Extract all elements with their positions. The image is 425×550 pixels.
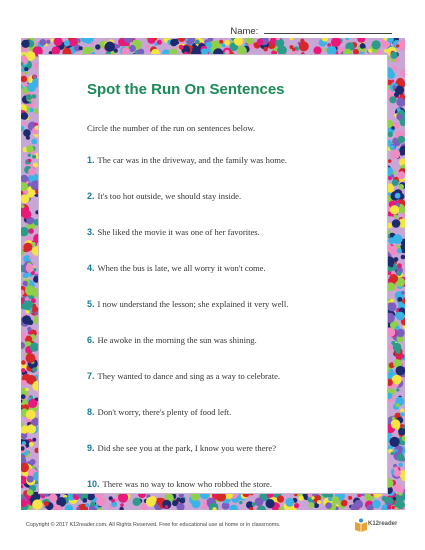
border-dot: [397, 248, 402, 253]
border-dot: [393, 215, 397, 219]
border-dot: [32, 367, 37, 372]
worksheet-title: Spot the Run On Sentences: [87, 81, 285, 98]
border-dot: [257, 39, 260, 42]
border-dot: [263, 47, 268, 52]
border-dot: [332, 496, 339, 503]
sentence-number[interactable]: 2.: [87, 191, 95, 201]
border-dot: [27, 489, 33, 495]
sentence-number[interactable]: 6.: [87, 335, 95, 345]
border-dot: [382, 496, 387, 501]
border-dot: [30, 459, 36, 465]
border-dot: [26, 94, 32, 100]
border-dot: [391, 80, 394, 83]
name-blank-line[interactable]: [264, 24, 392, 34]
border-dot: [400, 424, 404, 428]
border-dot: [28, 301, 33, 306]
border-dot: [133, 40, 136, 43]
border-dot: [29, 256, 32, 259]
border-dot: [120, 503, 124, 507]
border-dot: [393, 343, 402, 352]
border-dot: [396, 312, 405, 321]
border-dot: [224, 40, 230, 46]
border-dot: [28, 159, 32, 163]
border-dot: [396, 114, 402, 120]
border-dot: [21, 40, 29, 48]
border-dot: [389, 96, 396, 103]
border-dot: [90, 502, 95, 507]
decorative-border-frame: [21, 38, 405, 510]
sentence-number[interactable]: 10.: [87, 479, 100, 489]
border-dot: [396, 366, 406, 376]
border-dot: [26, 410, 36, 420]
border-dot: [391, 126, 395, 130]
border-dot: [49, 494, 58, 503]
sentence-text: Don't worry, there's plenty of food left.: [97, 407, 232, 417]
border-dot: [114, 49, 118, 53]
border-dot: [325, 502, 332, 509]
worksheet-content-area: [38, 54, 388, 494]
border-dot: [395, 326, 400, 331]
border-dot: [392, 66, 397, 71]
border-dot: [387, 132, 393, 138]
border-dot: [401, 200, 405, 204]
border-dot: [28, 331, 31, 334]
sentence-item: [87, 335, 257, 345]
border-dot: [157, 40, 162, 45]
border-dot: [118, 493, 128, 503]
border-dot: [396, 388, 399, 391]
border-dot: [165, 505, 169, 509]
border-dot: [24, 83, 28, 87]
border-dot: [285, 498, 294, 507]
border-dot: [21, 112, 28, 119]
border-dot: [133, 498, 141, 506]
name-label: Name:: [230, 26, 261, 37]
border-dot: [395, 288, 398, 291]
sentence-number[interactable]: 7.: [87, 371, 95, 381]
sentence-text: The car was in the driveway, and the family was home.: [97, 155, 287, 165]
border-dot: [400, 412, 404, 416]
border-dot: [390, 437, 400, 447]
border-dot: [64, 40, 70, 46]
border-dot: [32, 438, 36, 442]
border-dot: [27, 476, 34, 483]
border-dot: [397, 136, 405, 144]
border-dot: [21, 205, 25, 209]
border-dot: [32, 155, 36, 159]
border-dot: [21, 380, 27, 386]
border-dot: [145, 45, 149, 49]
sentence-number[interactable]: 9.: [87, 443, 95, 453]
border-dot: [255, 498, 264, 507]
border-dot: [203, 500, 207, 504]
border-dot: [390, 52, 397, 59]
border-dot: [398, 184, 404, 190]
border-dot: [23, 281, 28, 286]
border-dot: [28, 168, 36, 176]
border-dot: [95, 44, 100, 49]
border-dot: [395, 193, 401, 199]
border-dot: [372, 40, 381, 49]
border-dot: [170, 39, 177, 46]
border-dot: [391, 149, 401, 159]
border-dot: [23, 243, 32, 252]
border-dot: [398, 297, 403, 302]
border-dot: [96, 497, 106, 507]
border-dot: [387, 505, 391, 509]
border-dot: [397, 454, 405, 462]
border-dot: [299, 41, 309, 51]
border-dot: [25, 297, 29, 301]
border-dot: [400, 408, 404, 412]
border-dot: [176, 497, 180, 501]
border-dot: [79, 46, 83, 50]
border-dot: [25, 388, 29, 392]
border-dot: [392, 219, 401, 228]
border-dot: [28, 228, 33, 233]
border-dot: [29, 442, 34, 447]
border-dot: [397, 108, 401, 112]
border-dot: [26, 353, 36, 363]
border-dot: [219, 40, 223, 44]
border-dot: [394, 257, 399, 262]
border-dot: [146, 497, 156, 507]
border-dot: [21, 394, 26, 399]
border-dot: [266, 499, 275, 508]
border-dot: [396, 403, 400, 407]
border-dot: [392, 417, 395, 420]
border-dot: [390, 299, 394, 303]
border-dot: [389, 274, 398, 283]
border-dot: [317, 500, 321, 504]
border-dot: [85, 503, 89, 507]
book-icon: [354, 518, 368, 532]
sentence-item: [87, 479, 272, 489]
border-dot: [397, 263, 402, 268]
sentence-text: I now understand the lesson; she explained it very well.: [97, 299, 289, 309]
border-dot: [394, 484, 402, 492]
sentence-number[interactable]: 8.: [87, 407, 95, 417]
border-dot: [328, 497, 332, 501]
border-dot: [397, 271, 402, 276]
sentence-item: [87, 371, 280, 381]
border-dot: [91, 42, 94, 45]
border-dot: [21, 368, 25, 372]
sentence-text: She liked the movie it was one of her favorites.: [97, 227, 260, 237]
border-dot: [392, 179, 399, 186]
border-dot: [311, 496, 314, 499]
border-dot: [387, 71, 395, 79]
border-dot: [23, 272, 29, 278]
border-dot: [341, 500, 348, 507]
border-dot: [391, 452, 394, 455]
border-dot: [298, 495, 304, 501]
border-dot: [338, 47, 341, 50]
sentence-text: They wanted to dance and sing as a way to celebrate.: [97, 371, 281, 381]
border-dot: [190, 46, 193, 49]
border-dot: [390, 145, 395, 150]
border-dot: [292, 48, 296, 52]
border-dot: [39, 39, 46, 46]
border-dot: [354, 500, 363, 509]
border-dot: [44, 501, 49, 506]
name-field[interactable]: [230, 24, 392, 37]
sentence-number[interactable]: 5.: [87, 299, 95, 309]
border-dot: [24, 71, 28, 75]
border-dot: [22, 315, 31, 324]
sentence-item: [87, 191, 241, 201]
border-dot: [31, 139, 37, 145]
border-dot: [391, 419, 401, 429]
border-dot: [22, 210, 31, 219]
sentence-text: There was no way to know who robbed the store.: [102, 479, 272, 489]
border-dot: [388, 345, 393, 350]
sentence-number[interactable]: 4.: [87, 263, 95, 273]
sentence-item: [87, 227, 260, 237]
logo-text: K12reader: [368, 521, 398, 527]
border-dot: [21, 360, 26, 365]
border-dot: [348, 496, 352, 500]
border-dot: [105, 42, 115, 52]
border-dot: [368, 49, 372, 53]
border-dot: [392, 506, 395, 509]
border-dot: [32, 94, 36, 98]
border-dot: [393, 85, 397, 89]
border-dot: [309, 502, 315, 508]
sentence-item: [87, 299, 288, 309]
border-dot: [46, 40, 50, 44]
border-dot: [388, 159, 392, 163]
sentence-text: When the bus is late, we all worry it won't come.: [97, 263, 266, 273]
sentence-text: He awoke in the morning the sun was shining.: [97, 335, 257, 345]
border-dot: [401, 291, 405, 295]
sentence-item: [87, 407, 231, 417]
border-dot: [82, 498, 87, 503]
sentence-item: [87, 443, 276, 453]
border-dot: [22, 121, 26, 125]
border-dot: [26, 264, 34, 272]
border-dot: [372, 500, 381, 509]
sentence-text: Did she see you at the park, I know you were there?: [97, 443, 277, 453]
border-dot: [387, 302, 396, 311]
border-dot: [28, 399, 37, 408]
border-dot: [294, 503, 299, 508]
sentence-number[interactable]: 1.: [87, 155, 95, 165]
worksheet-instructions: Circle the number of the run on sentences below.: [87, 123, 256, 133]
border-dot: [398, 463, 403, 468]
border-dot: [111, 499, 115, 503]
border-dot: [392, 375, 402, 385]
border-dot: [384, 49, 388, 53]
border-dot: [397, 501, 405, 509]
k12reader-logo: [354, 518, 400, 532]
sentence-text: It's too hot outside, we should stay inside.: [97, 191, 242, 201]
border-dot: [277, 496, 284, 503]
border-dot: [28, 154, 31, 157]
border-dot: [33, 75, 36, 78]
border-dot: [393, 234, 403, 244]
border-dot: [394, 470, 401, 477]
border-dot: [26, 145, 33, 152]
border-dot: [202, 504, 208, 510]
border-dot: [239, 501, 242, 504]
border-dot: [27, 327, 31, 331]
border-dot: [25, 285, 35, 295]
border-dot: [157, 498, 161, 502]
sentence-number[interactable]: 3.: [87, 227, 95, 237]
border-dot: [396, 44, 399, 47]
sentence-item: [87, 263, 266, 273]
border-dot: [179, 45, 184, 50]
sentence-item: [87, 155, 287, 165]
border-dot: [390, 205, 399, 214]
border-dot: [195, 40, 200, 45]
border-dot: [32, 499, 42, 509]
border-dot: [29, 108, 34, 113]
border-dot: [360, 43, 366, 49]
copyright-footer: Copyright © 2017 K12reader.com. All Rights Reserved. Free for educational use at home or in classrooms.: [26, 522, 281, 528]
border-dot: [394, 92, 399, 97]
border-dot: [24, 67, 28, 71]
border-dot: [23, 129, 31, 137]
